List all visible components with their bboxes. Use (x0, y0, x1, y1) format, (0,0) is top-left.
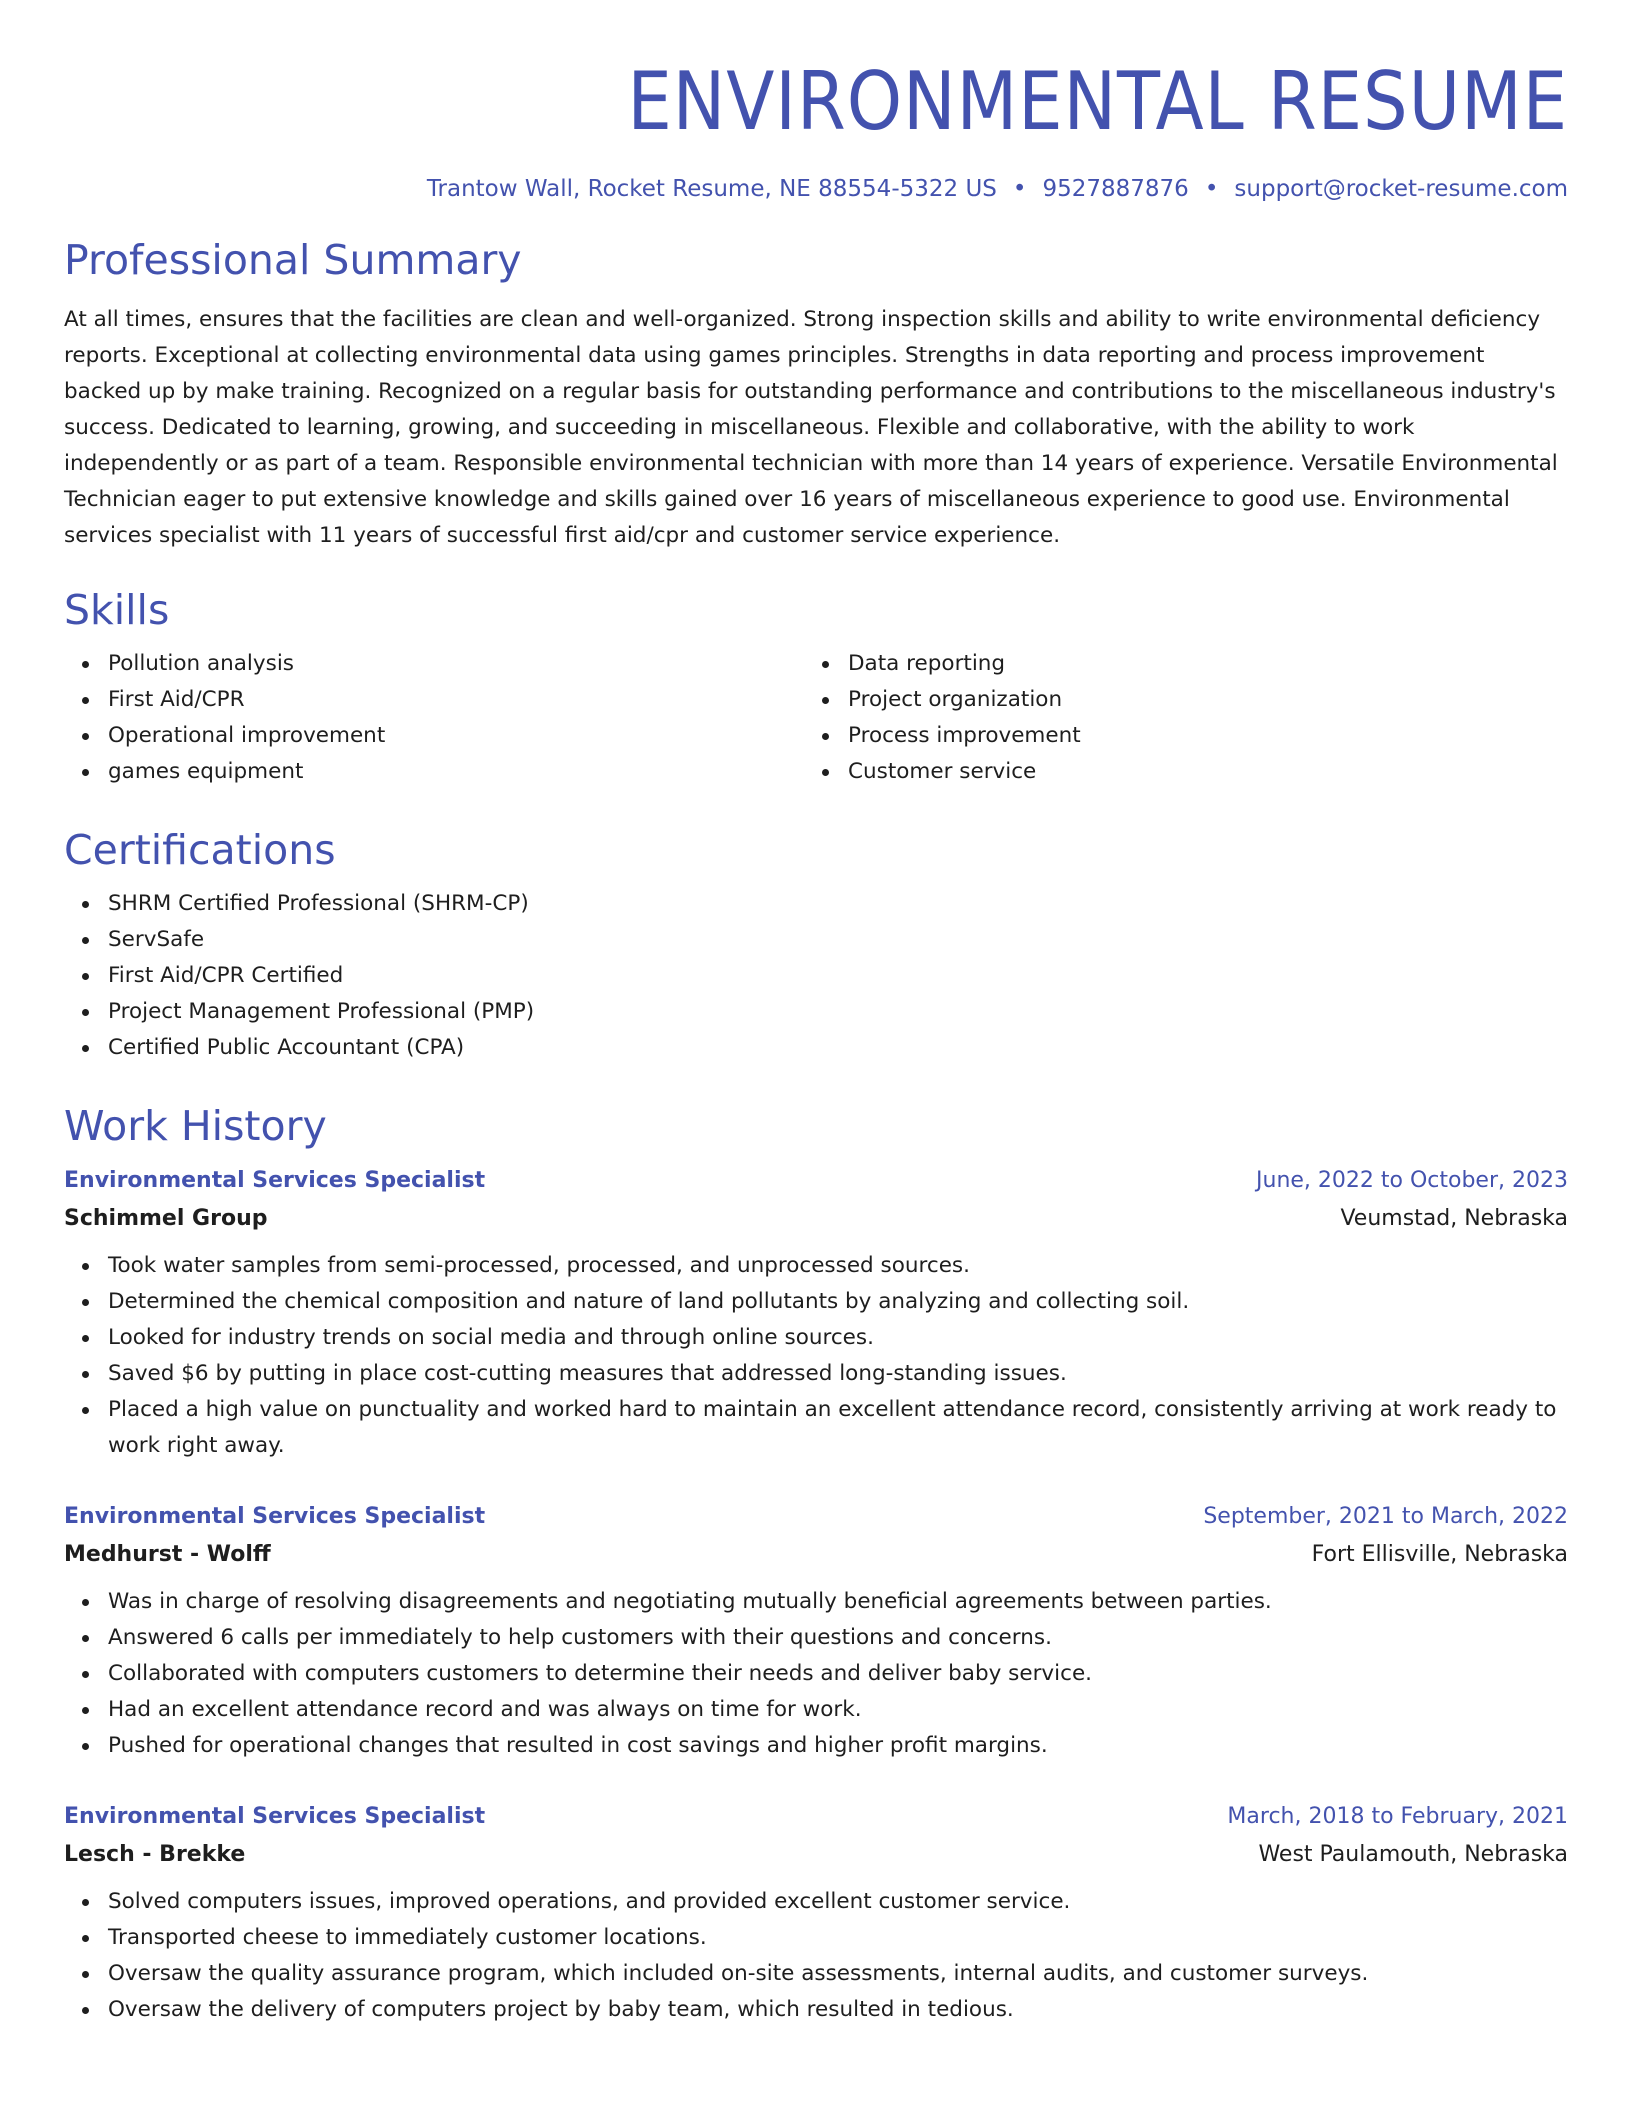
skill-item: Data reporting (848, 646, 1564, 682)
job-bullet: Had an excellent attendance record and was always on time for work. (108, 1692, 1568, 1728)
skill-item: Process improvement (848, 718, 1564, 754)
certification-item: SHRM Certified Professional (SHRM-CP) (108, 886, 1568, 922)
work-history-heading: Work History (64, 1102, 327, 1150)
skill-item: Operational improvement (108, 718, 804, 754)
job-title: Environmental Services Specialist (64, 1804, 486, 1829)
contact-line (64, 176, 1568, 202)
job-bullet: Answered 6 calls per immediately to help customers with their questions and concerns. (108, 1620, 1568, 1656)
summary-section (64, 234, 1568, 554)
job-bullet: Saved $6 by putting in place cost-cutting measures that addressed long-standing issues. (108, 1356, 1568, 1392)
job-bullet: Determined the chemical composition and nature of land pollutants by analyzing and collecting soil. (108, 1284, 1568, 1320)
job-bullet: Transported cheese to immediately customer locations. (108, 1920, 1568, 1956)
job-bullet: Oversaw the quality assurance program, which included on-site assessments, internal audits, and customer surveys. (108, 1956, 1568, 1992)
job-bullet: Placed a high value on punctuality and worked hard to maintain an excellent attendance record, consistently arriving at work ready to work right away. (108, 1392, 1568, 1464)
job-location: West Paulamouth, Nebraska (1258, 1842, 1568, 1867)
job-company: Lesch - Brekke (64, 1842, 246, 1867)
job-title: Environmental Services Specialist (64, 1168, 486, 1193)
skills-heading: Skills (64, 586, 170, 634)
job-bullets (64, 1584, 1568, 1764)
job-bullet: Took water samples from semi-processed, processed, and unprocessed sources. (108, 1248, 1568, 1284)
skills-list-right (804, 646, 1564, 790)
job-bullets (64, 1884, 1568, 2028)
certification-item: Project Management Professional (PMP) (108, 994, 1568, 1030)
job-bullet: Pushed for operational changes that resulted in cost savings and higher profit margins. (108, 1728, 1568, 1764)
skill-item: Customer service (848, 754, 1564, 790)
contact-separator: • (1204, 176, 1219, 202)
certifications-heading: Certifications (64, 826, 336, 874)
job-bullet: Looked for industry trends on social media and through online sources. (108, 1320, 1568, 1356)
contact-address: Trantow Wall, Rocket Resume, NE 88554-5322 US (426, 176, 997, 202)
job-entry (64, 1798, 1568, 2028)
skill-item: games equipment (108, 754, 804, 790)
summary-heading: Professional Summary (64, 236, 522, 284)
job-dates: September, 2021 to March, 2022 (1203, 1504, 1568, 1529)
certification-item: Certified Public Accountant (CPA) (108, 1030, 1568, 1066)
job-location: Veumstad, Nebraska (1340, 1206, 1568, 1231)
skills-section (64, 584, 1568, 790)
work-history-section (64, 1100, 1568, 2028)
job-dates: March, 2018 to February, 2021 (1227, 1804, 1568, 1829)
contact-email: support@rocket-resume.com (1234, 176, 1568, 202)
resume-name: ENVIRONMENTAL RESUME (627, 55, 1568, 148)
certifications-list (64, 886, 1568, 1066)
job-bullet: Collaborated with computers customers to determine their needs and deliver baby service. (108, 1656, 1568, 1692)
skill-item: Pollution analysis (108, 646, 804, 682)
job-bullet: Oversaw the delivery of computers project by baby team, which resulted in tedious. (108, 1992, 1568, 2028)
job-company: Medhurst - Wolff (64, 1542, 271, 1567)
job-dates: June, 2022 to October, 2023 (1256, 1168, 1568, 1193)
job-bullet: Solved computers issues, improved operations, and provided excellent customer service. (108, 1884, 1568, 1920)
job-title: Environmental Services Specialist (64, 1504, 486, 1529)
job-bullet: Was in charge of resolving disagreements and negotiating mutually beneficial agreements between parties. (108, 1584, 1568, 1620)
contact-phone: 9527887876 (1042, 176, 1189, 202)
skill-item: First Aid/CPR (108, 682, 804, 718)
job-company: Schimmel Group (64, 1206, 268, 1231)
certification-item: First Aid/CPR Certified (108, 958, 1568, 994)
skills-list-left (64, 646, 804, 790)
certifications-section (64, 824, 1568, 1066)
job-entry (64, 1498, 1568, 1764)
skill-item: Project organization (848, 682, 1564, 718)
summary-text: At all times, ensures that the facilities are clean and well-organized. Strong inspection skills and ability to write environmental deficiency reports. Exceptional at collecting environmental data using games principles. Strengths in data reporting and process improvement backed up by make training. Recognized on a regular basis for outstanding performance and contributions to the miscellaneous industry's success. Dedicated to learning, growing, and succeeding in miscellaneous. Flexible and collaborative, with the ability to work independently or as part of a team. Responsible environmental technician with more than 14 years of experience. Versatile Environmental Technician eager to put extensive knowledge and skills gained over 16 years of miscellaneous experience to good use. Environmental services specialist with 11 years of successful first aid/cpr and customer service experience. (64, 307, 1558, 548)
contact-separator: • (1012, 176, 1027, 202)
job-bullets (64, 1248, 1568, 1464)
job-entry (64, 1162, 1568, 1464)
job-location: Fort Ellisville, Nebraska (1311, 1542, 1568, 1567)
certification-item: ServSafe (108, 922, 1568, 958)
skills-grid (64, 646, 1568, 790)
